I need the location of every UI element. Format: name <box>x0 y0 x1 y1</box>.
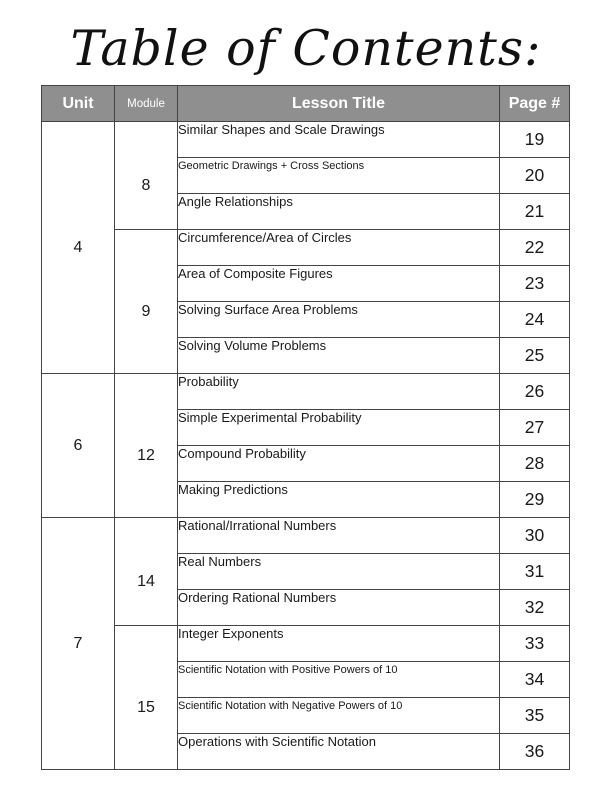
lesson-title: Angle Relationships <box>178 194 500 230</box>
unit-cell: 6 <box>42 374 115 518</box>
module-cell <box>115 122 178 230</box>
module-number: 12 <box>137 446 155 464</box>
lesson-title: Circumference/Area of Circles <box>178 230 500 266</box>
lesson-title: Making Predictions <box>178 482 500 518</box>
lesson-title: Similar Shapes and Scale Drawings <box>178 122 500 158</box>
page-number: 36 <box>500 734 570 770</box>
page-number: 19 <box>500 122 570 158</box>
lesson-title: Scientific Notation with Positive Powers of 10 <box>178 662 500 698</box>
lesson-title: Probability <box>178 374 500 410</box>
header-lesson-title: Lesson Title <box>178 86 500 122</box>
contents-table <box>41 85 570 770</box>
unit-cell: 7 <box>42 518 115 770</box>
header-unit: Unit <box>42 86 115 122</box>
page-number: 35 <box>500 698 570 734</box>
header-row <box>42 86 570 122</box>
module-number: 14 <box>137 572 155 590</box>
module-cell <box>115 626 178 770</box>
page-number: 24 <box>500 302 570 338</box>
header-module: Module <box>115 86 178 122</box>
lesson-title: Geometric Drawings + Cross Sections <box>178 158 500 194</box>
page-number: 31 <box>500 554 570 590</box>
page-number: 30 <box>500 518 570 554</box>
lesson-title: Ordering Rational Numbers <box>178 590 500 626</box>
lesson-title: Solving Volume Problems <box>178 338 500 374</box>
page-number: 21 <box>500 194 570 230</box>
unit-cell: 4 <box>42 122 115 374</box>
table-row <box>42 122 570 158</box>
page-number: 25 <box>500 338 570 374</box>
page-number: 20 <box>500 158 570 194</box>
page-number: 23 <box>500 266 570 302</box>
module-number: 15 <box>137 698 155 716</box>
module-cell <box>115 230 178 374</box>
header-page-number: Page # <box>500 86 570 122</box>
module-number: 8 <box>141 176 151 194</box>
lesson-title: Integer Exponents <box>178 626 500 662</box>
lesson-title: Area of Composite Figures <box>178 266 500 302</box>
table-row <box>42 230 570 266</box>
page-number: 27 <box>500 410 570 446</box>
page-number: 26 <box>500 374 570 410</box>
page-number: 33 <box>500 626 570 662</box>
page-number: 22 <box>500 230 570 266</box>
table-row <box>42 626 570 662</box>
table-row <box>42 374 570 410</box>
lesson-title: Solving Surface Area Problems <box>178 302 500 338</box>
module-cell <box>115 374 178 518</box>
lesson-title: Simple Experimental Probability <box>178 410 500 446</box>
lesson-title: Compound Probability <box>178 446 500 482</box>
module-cell <box>115 518 178 626</box>
lesson-title: Scientific Notation with Negative Powers of 10 <box>178 698 500 734</box>
module-number: 9 <box>141 302 151 320</box>
lesson-title: Real Numbers <box>178 554 500 590</box>
page-number: 32 <box>500 590 570 626</box>
page-number: 28 <box>500 446 570 482</box>
table-row <box>42 518 570 554</box>
page-number: 34 <box>500 662 570 698</box>
page-title: Table of Contents: <box>70 20 542 77</box>
lesson-title: Operations with Scientific Notation <box>178 734 500 770</box>
lesson-title: Rational/Irrational Numbers <box>178 518 500 554</box>
page-number: 29 <box>500 482 570 518</box>
